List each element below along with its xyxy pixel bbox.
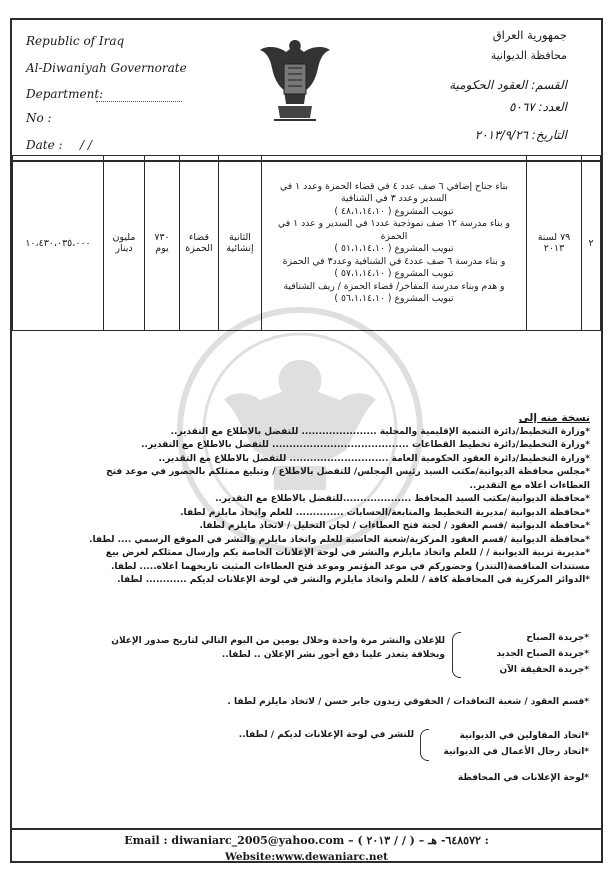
cc-line: *الدوائر المركزية في المحافظة كافة / للعلم واتخاذ مايلزم والنشر في لوحة الإعلانات لديكم ............ لطفا. — [117, 575, 590, 585]
date-ar: التاريخ: ٢٠١٣/٩/٢٦ — [474, 128, 567, 142]
cc-line: *وزارة التخطيط/دائرة العقود الحكومية العامة ............................. للتفضل بالاطلاع مع التقدير.. — [158, 453, 590, 464]
cc-line: *وزارة التخطيط/دائرة تخطيط القطاعات ........................................ للتفضل بالاطلاع مع التقدير.. — [141, 440, 590, 450]
cc-line: *محافظة الديوانية /قسم العقود المركزية/شعبة الحاسبة للعلم واتخاذ مايلزم والنشر في الموقع الرسمي .... لطفا. — [89, 534, 590, 545]
board-line: *لوحة الإعلانات في المحافظة — [457, 773, 589, 783]
cc-line: *محافظة الديوانية /قسم العقود / لجنة فتح العطاءات / لجان التحليل / لاتخاذ مايلزم لطفا. — [199, 521, 590, 531]
desc-line: بناء جناح إضافي ٦ صف عدد ٤ في قضاء الحمزة وعدد ١ في — [280, 180, 508, 192]
desc-line: و هدم وبناء مدرسة المفاخر/ قضاء الحمزة / ريف الشنافية — [283, 280, 505, 292]
footer-separator — [10, 828, 603, 830]
category-cell: الثانية إنشائية — [219, 156, 262, 331]
cc-line: *مجلس محافظة الديوانية/مكتب السيد رئيس المجلس/ للتفضل بالاطلاع / وتبليغ ممثلكم بالحضور في موعد فتح — [106, 467, 590, 477]
cc-line: العطاءات أعلاه مع التقدير.. — [469, 480, 590, 491]
newspaper-item: *جريدة الحقيقة الآن — [499, 665, 589, 675]
footer-website: Website:www.dewaniarc.net — [224, 851, 389, 863]
location-cell: قضاء الحمزة — [180, 156, 219, 331]
union-item: *اتحاد المقاولين في الديوانية — [459, 731, 589, 741]
desc-line: تبويب المشروع ( ٥٦،١،١٤،١٠ ) — [334, 293, 454, 304]
unions-note: للنشر في لوحة الإعلانات لديكم / لطفا.. — [238, 730, 414, 740]
union-item: *اتحاد رجال الأعمال في الديوانية — [443, 747, 589, 757]
cc-line: *محافظة الديوانية/مكتب السيد المحافظ ....................للتفضل بالاطلاع مع التقدير.. — [215, 494, 590, 504]
department-label: Department: — [26, 87, 104, 101]
newspaper-item: *جريدة الصباح — [526, 633, 589, 643]
governorate-ar: محافظة الديوانية — [490, 49, 567, 62]
date-value: / / — [80, 138, 92, 152]
cc-line: *محافظة الديوانية /مديرية التخطيط والمتابعة/الحسابات .............. للعلم واتخاذ مايلزم لطفا. — [180, 507, 590, 518]
seq-cell: ٢ — [582, 156, 601, 331]
department-line — [96, 101, 182, 102]
duration-cell: ٧٣٠ يوم — [145, 156, 180, 331]
newspaper-item: *جريدة الصباح الجديد — [496, 649, 589, 659]
date-label: Date : — [26, 138, 63, 152]
cc-line: *وزارة التخطيط/دائرة التنمية الإقليمية والمحلية ...................... للتفضل بالاطلاع مع التقدير.. — [170, 426, 590, 437]
distribution-list — [22, 412, 590, 588]
amount-cell: ١٠،٤٣٠،٠٣٥،٠٠٠ — [13, 156, 104, 331]
cc-title: نسخة منه إلى — [518, 412, 590, 424]
desc-line: و بناء مدرسة ١٢ صف نموذجية عدد١ في السدير و عدد ١ في — [278, 218, 510, 229]
cc-line: *مديرية تربية الديوانية / / للعلم واتخاذ مايلزم والنشر في لوحة الإعلانات الخاصة بكم وإرسال ممثلكم لغرض بيع — [105, 548, 590, 558]
department-ar: القسم: العقود الحكومية — [449, 78, 567, 92]
republic-en: Republic of Iraq — [26, 34, 125, 48]
no-label: No : — [26, 111, 52, 125]
unions-brace — [420, 729, 429, 761]
republic-ar: جمهورية العراق — [492, 28, 567, 42]
unions-list — [439, 728, 589, 760]
desc-line: تبويب المشروع ( ٥١،١،١٤،١٠ ) — [334, 243, 454, 254]
desc-line: الحمزة — [380, 230, 408, 242]
desc-line: السدير وعدد ٣ في الشنافية — [341, 193, 447, 204]
cc-line: مستندات المناقصة(التندر) وحضوركم في موعد المؤتمر وموعد فتح العطاءات المثبت تاريخهما أعلاه..... لطفا. — [110, 561, 590, 572]
desc-line: و بناء مدرسة ٦ صف عدد٤ في الشنافية وعدد٣ في الحمزة — [282, 255, 506, 267]
cost-unit-cell: مليون دينار — [104, 156, 145, 331]
newspapers-list — [469, 630, 589, 678]
desc-line: تبويب المشروع ( ٤٨،١،١٤،١٠ ) — [334, 205, 454, 217]
desc-line: تبويب المشروع ( ٥٧،١،١٤،١٠ ) — [334, 268, 454, 279]
eagle-emblem-icon — [256, 34, 334, 128]
number-ar: العدد: ٥٠٦٧ — [508, 100, 567, 114]
footer-contact: Email : diwaniarc_2005@yahoo.com – ( ٢٠١٣ / / ) – ٦٤٨٥٧٢- هـ : — [124, 834, 489, 847]
newspapers-brace — [452, 632, 461, 678]
governorate-en: Al-Diwaniyah Governorate — [26, 61, 187, 75]
contracts-dept-line: *قسم العقود / شعبة التعاقدات / الحقوقي زيدون جابر حسن / لاتخاذ مايلزم لطفا . — [227, 697, 589, 707]
ref-cell: ٧٩ لسنة ٢٠١٣ — [527, 156, 582, 331]
newspaper-note: للإعلان والنشر مرة واحدة وخلال يومين من اليوم التالي لتاريخ صدور الإعلان وبخلافة يتعذر علينا دفع أجور نشر الإعلان .. لطفا.. — [111, 636, 445, 660]
